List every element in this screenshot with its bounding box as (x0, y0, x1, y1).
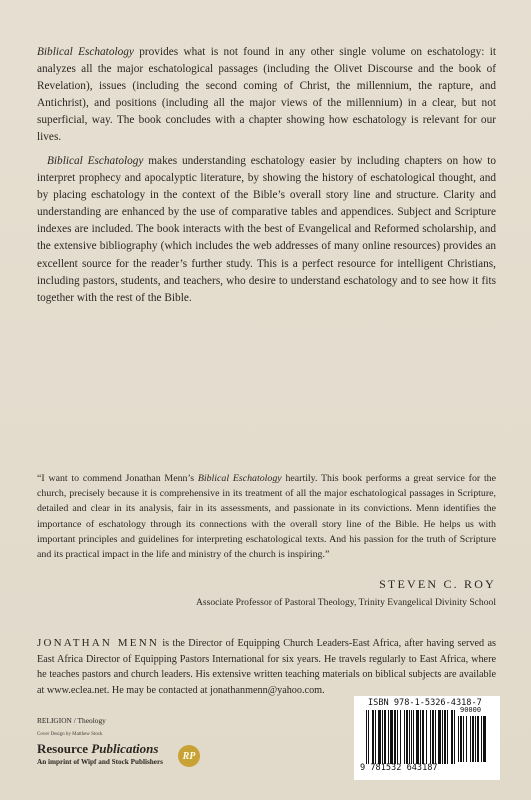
barcode-addon-digits: 90000 (460, 706, 482, 714)
publisher-imprint: An imprint of Wipf and Stock Publishers (37, 758, 163, 766)
endorser-title: Associate Professor of Pastoral Theology, Trinity Evangelical Divinity School (195, 597, 496, 608)
book-title-italic: Biblical Eschatology (47, 155, 144, 167)
quote-text: heartily. This book performs a great service for the church, precisely because it is comprehensive in its treatment of all the major eschatological passages in Scripture, detailed and clear in its analysis, fair in its assessments, and passionate in its convictions. Menn identifies the importance of eschatology through its connections with the overall story line of the Bible. He helps us with important principles and guidelines for interpreting eschatological texts. And his passion for the truth of Scripture and its practical impact in the life and ministry of the church is inspiring.” (37, 473, 497, 561)
cover-design-credit: Cover Design by Matthew Stock (37, 732, 103, 737)
rp-logo-icon: RP (178, 745, 200, 767)
author-bio (37, 636, 496, 699)
isbn-text: ISBN 978-1-5326-4318-7 (368, 698, 482, 708)
author-bio-text: is the Director of Equipping Church Leaders-East Africa, after having served as East Africa Director of Equipping Pastors International for six years. He travels regularly to East Africa, where he teaches pastors and church leaders. His extensive written teaching materials on biblical subjects are available at www.eclea.net. He may be contacted at jonathanmenn@yahoo.com. (37, 638, 496, 697)
publisher-name-part: Resource (37, 741, 92, 756)
publisher-name-italic: Publications (91, 741, 159, 756)
publisher-logo (37, 741, 163, 766)
description-text: provides what is not found in any other single volume on eschatology: it analyzes all the major eschatological passages (including the Olivet Discourse and the book of Revelation), issues (including the second coming of Christ, the millennium, the rapture, and Antichrist), and positions (including all the major views of the millennium) in a clear, but not superficial, way. The book concludes with a chapter showing how eschatology is relevant for our lives. (37, 46, 496, 144)
subject-category: RELIGION / Theology (37, 716, 106, 725)
description-paragraph-1 (37, 44, 496, 147)
quote-book-title: Biblical Eschatology (197, 473, 282, 484)
barcode-bars-icon (366, 710, 456, 764)
barcode-addon-bars-icon (458, 716, 490, 762)
description-text: makes understanding eschatology easier by including chapters on how to interpret prophecy and apocalyptic literature, by showing the history of eschatological thought, and by placing eschatology in the context of the Bible’s overall story line and structure. Clarity and understanding are enhanced by the use of comparative tables and appendices. Subject and Scripture indexes are included. The book interacts with the best of Evangelical and Reformed scholarship, and the extensive bibliography (which includes the web addresses of many online resources) provides an excellent source for the reader’s further study. This is a perfect resource for intelligent Christians, including pastors, students, and teachers, who desire to understand eschatology and to see how it fits together with the rest of the Bible. (37, 155, 496, 304)
publisher-name (37, 741, 163, 757)
barcode-digits: 9 781532 643187 (360, 763, 438, 773)
author-name: JONATHAN MENN (37, 637, 159, 649)
book-title-italic: Biblical Eschatology (37, 46, 134, 58)
endorser-name: STEVEN C. ROY (379, 577, 496, 591)
quote-text: “I want to commend Jonathan Menn’s (37, 473, 198, 484)
isbn-barcode (354, 696, 500, 780)
description-paragraph-2 (37, 153, 496, 307)
endorsement-quote (37, 471, 496, 562)
